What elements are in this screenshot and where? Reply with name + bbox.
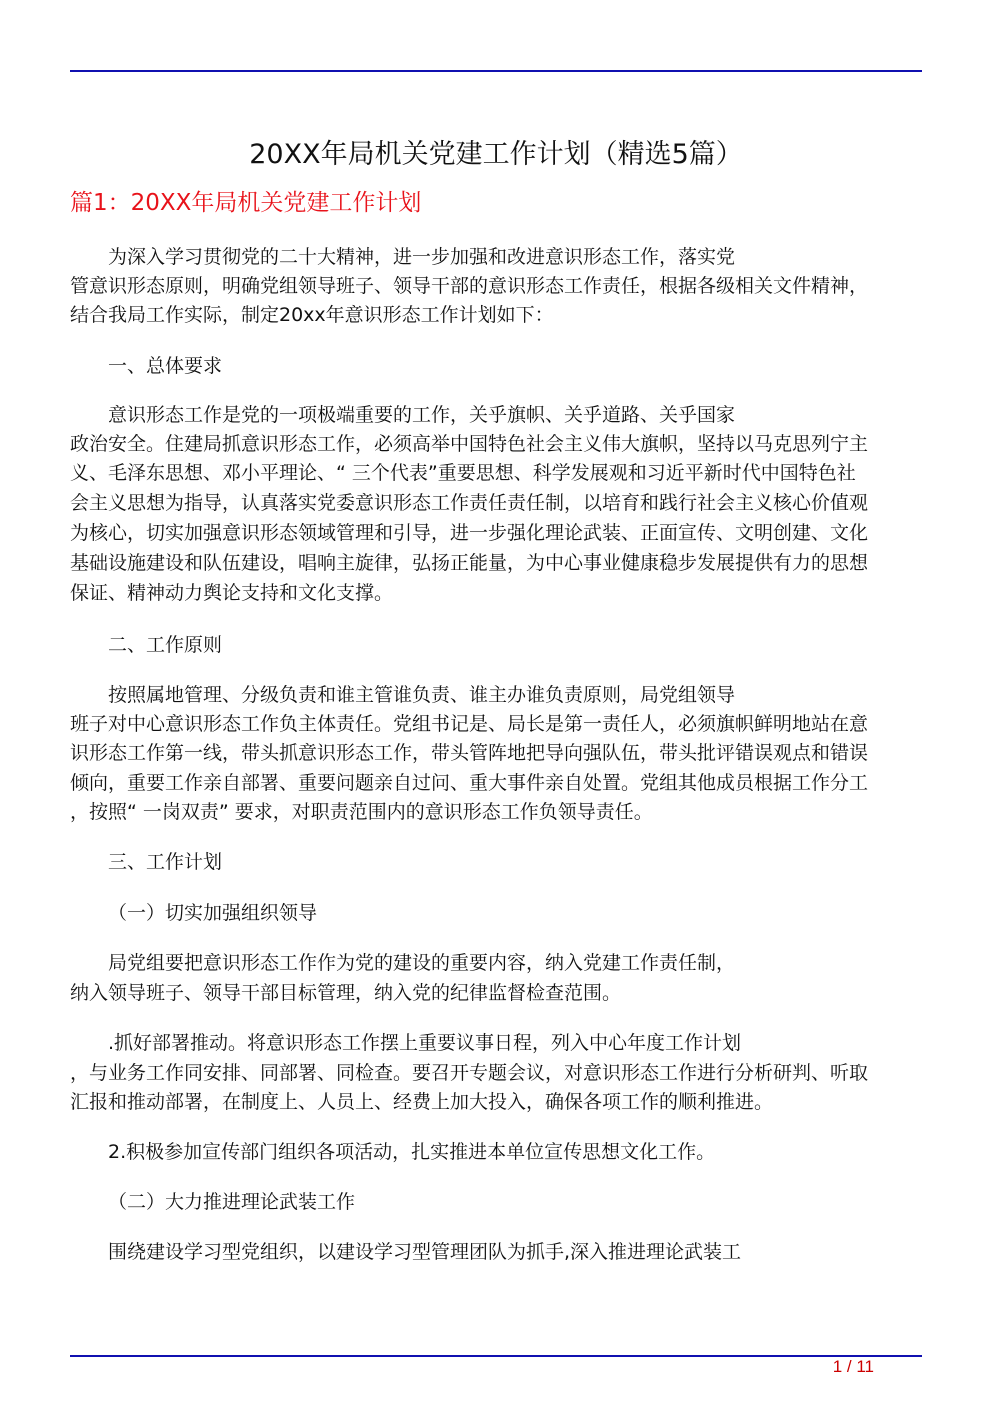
paragraph-line: 汇报和推动部署，在制度上、人员上、经费上加大投入，确保各项工作的顺利推进。 [70, 1091, 774, 1113]
subheading: 一、总体要求 [108, 355, 223, 377]
paragraph-line: 结合我局工作实际，制定20xx年意识形态工作计划如下： [70, 304, 554, 326]
paragraph-line: 意识形态工作是党的一项极端重要的工作，关乎旗帜、关乎道路、关乎国家 [108, 404, 736, 426]
paragraph-line: ，按照“ 一岗双责” 要求，对职责范围内的意识形态工作负领导责任。 [70, 801, 653, 823]
paragraph-line: ，与业务工作同安排、同部署、同检查。要召开专题会议，对意识形态工作进行分析研判、听取 [70, 1062, 869, 1084]
paragraph-line: 为核心，切实加强意识形态领域管理和引导，进一步强化理论武装、正面宣传、文明创建、文化 [70, 522, 869, 544]
subheading: （一）切实加强组织领导 [108, 902, 318, 924]
paragraph-line: 纳入领导班子、领导干部目标管理，纳入党的纪律监督检查范围。 [70, 982, 622, 1004]
paragraph-line: .抓好部署推动。将意识形态工作摆上重要议事日程，列入中心年度工作计划 [108, 1032, 742, 1054]
paragraph-line: 按照属地管理、分级负责和谁主管谁负责、谁主办谁负责原则，局党组领导 [108, 684, 736, 706]
paragraph-line: 围绕建设学习型党组织，以建设学习型管理团队为抓手,深入推进理论武装工 [108, 1241, 742, 1263]
subheading: （二）大力推进理论武装工作 [108, 1191, 356, 1213]
section-heading: 篇1：20XX年局机关党建工作计划 [70, 190, 422, 216]
footer-rule [70, 1355, 922, 1357]
subheading: 二、工作原则 [108, 634, 223, 656]
paragraph-line: 管意识形态原则，明确党组领导班子、领导干部的意识形态工作责任，根据各级相关文件精神， [70, 275, 869, 297]
paragraph-line: 倾向，重要工作亲自部署、重要问题亲自过问、重大事件亲自处置。党组其他成员根据工作分工 [70, 772, 869, 794]
paragraph-line: 义、毛泽东思想、邓小平理论、“ 三个代表”重要思想、科学发展观和习近平新时代中国特色社 [70, 462, 856, 484]
paragraph-line: 为深入学习贯彻党的二十大精神，进一步加强和改进意识形态工作，落实党 [108, 246, 736, 268]
paragraph-line: 会主义思想为指导，认真落实党委意识形态工作责任责任制，以培育和践行社会主义核心价值观 [70, 492, 869, 514]
document-title: 20XX年局机关党建工作计划（精选5篇） [249, 139, 743, 170]
paragraph-line: 局党组要把意识形态工作作为党的建设的重要内容，纳入党建工作责任制， [108, 952, 736, 974]
paragraph-line: 保证、精神动力舆论支持和文化支撑。 [70, 582, 394, 604]
paragraph-line: 2.积极参加宣传部门组织各项活动，扎实推进本单位宣传思想文化工作。 [108, 1141, 716, 1163]
header-rule [70, 70, 922, 72]
paragraph-line: 基础设施建设和队伍建设，唱响主旋律，弘扬正能量，为中心事业健康稳步发展提供有力的思想 [70, 552, 869, 574]
page-number: 1 / 11 [832, 1357, 874, 1376]
paragraph-line: 班子对中心意识形态工作负主体责任。党组书记是、局长是第一责任人，必须旗帜鲜明地站在意 [70, 713, 869, 735]
paragraph-line: 政治安全。住建局抓意识形态工作，必须高举中国特色社会主义伟大旗帜，坚持以马克思列宁主 [70, 433, 869, 455]
subheading: 三、工作计划 [108, 851, 223, 873]
paragraph-line: 识形态工作第一线，带头抓意识形态工作，带头管阵地把导向强队伍，带头批评错误观点和错误 [70, 742, 869, 764]
